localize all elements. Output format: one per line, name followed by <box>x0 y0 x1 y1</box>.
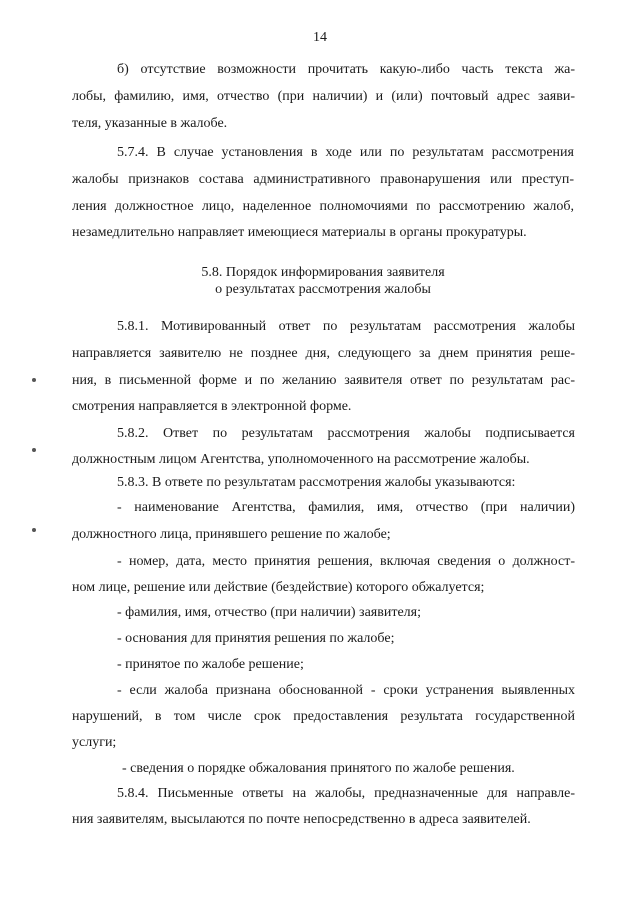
text-line: - принятое по жалобе решение; <box>117 657 304 672</box>
text-line: услуги; <box>72 735 117 750</box>
text-line: лобы, фамилию, имя, отчество (при наличии) и (или) почтовый адрес заяви- <box>72 89 575 104</box>
text-line: - основания для принятия решения по жалобе; <box>117 631 395 646</box>
page-number: 14 <box>313 30 327 45</box>
scan-speck <box>32 528 36 532</box>
text-line: - наименование Агентства, фамилия, имя, отчество (при наличии) <box>117 500 575 515</box>
text-line: ном лице, решение или действие (бездействие) которого обжалуется; <box>72 580 485 595</box>
text-line: нарушений, в том числе срок предоставления результата государственной <box>72 709 575 724</box>
text-line: ния, в письменной форме и по желанию заявителя ответ по результатам рас- <box>72 373 575 388</box>
text-line: ния заявителям, высылаются по почте непосредственно в адреса заявителей. <box>72 812 531 827</box>
text-line: б) отсутствие возможности прочитать какую-либо часть текста жа- <box>117 62 575 77</box>
section-heading: о результатах рассмотрения жалобы <box>215 282 431 297</box>
text-line: - если жалоба признана обоснованной - сроки устранения выявленных <box>117 683 575 698</box>
text-line: 5.7.4. В случае установления в ходе или по результатам рассмотрения <box>117 145 574 160</box>
text-line: - номер, дата, место принятия решения, включая сведения о должност- <box>117 554 575 569</box>
text-line: ления должностное лицо, наделенное полномочиями по рассмотрению жалоб, <box>72 199 574 214</box>
text-line: 5.8.2. Ответ по результатам рассмотрения жалобы подписывается <box>117 426 575 441</box>
section-heading: 5.8. Порядок информирования заявителя <box>201 265 445 280</box>
text-line: 5.8.1. Мотивированный ответ по результатам рассмотрения жалобы <box>117 319 575 334</box>
text-line: - фамилия, имя, отчество (при наличии) заявителя; <box>117 605 421 620</box>
text-line: 5.8.4. Письменные ответы на жалобы, предназначенные для направле- <box>117 786 575 801</box>
scan-speck <box>32 378 36 382</box>
text-line: направляется заявителю не позднее дня, следующего за днем принятия реше- <box>72 346 575 361</box>
text-line: - сведения о порядке обжалования принятого по жалобе решения. <box>122 761 515 776</box>
text-line: теля, указанные в жалобе. <box>72 116 228 131</box>
text-line: 5.8.3. В ответе по результатам рассмотрения жалобы указываются: <box>117 475 516 490</box>
text-line: жалобы признаков состава административного правонарушения или преступ- <box>72 172 574 187</box>
text-line: смотрения направляется в электронной форме. <box>72 399 352 414</box>
text-line: должностного лица, принявшего решение по жалобе; <box>72 527 391 542</box>
scan-speck <box>32 448 36 452</box>
text-line: незамедлительно направляет имеющиеся материалы в органы прокуратуры. <box>72 225 527 240</box>
text-line: должностным лицом Агентства, уполномоченного на рассмотрение жалобы. <box>72 452 530 467</box>
